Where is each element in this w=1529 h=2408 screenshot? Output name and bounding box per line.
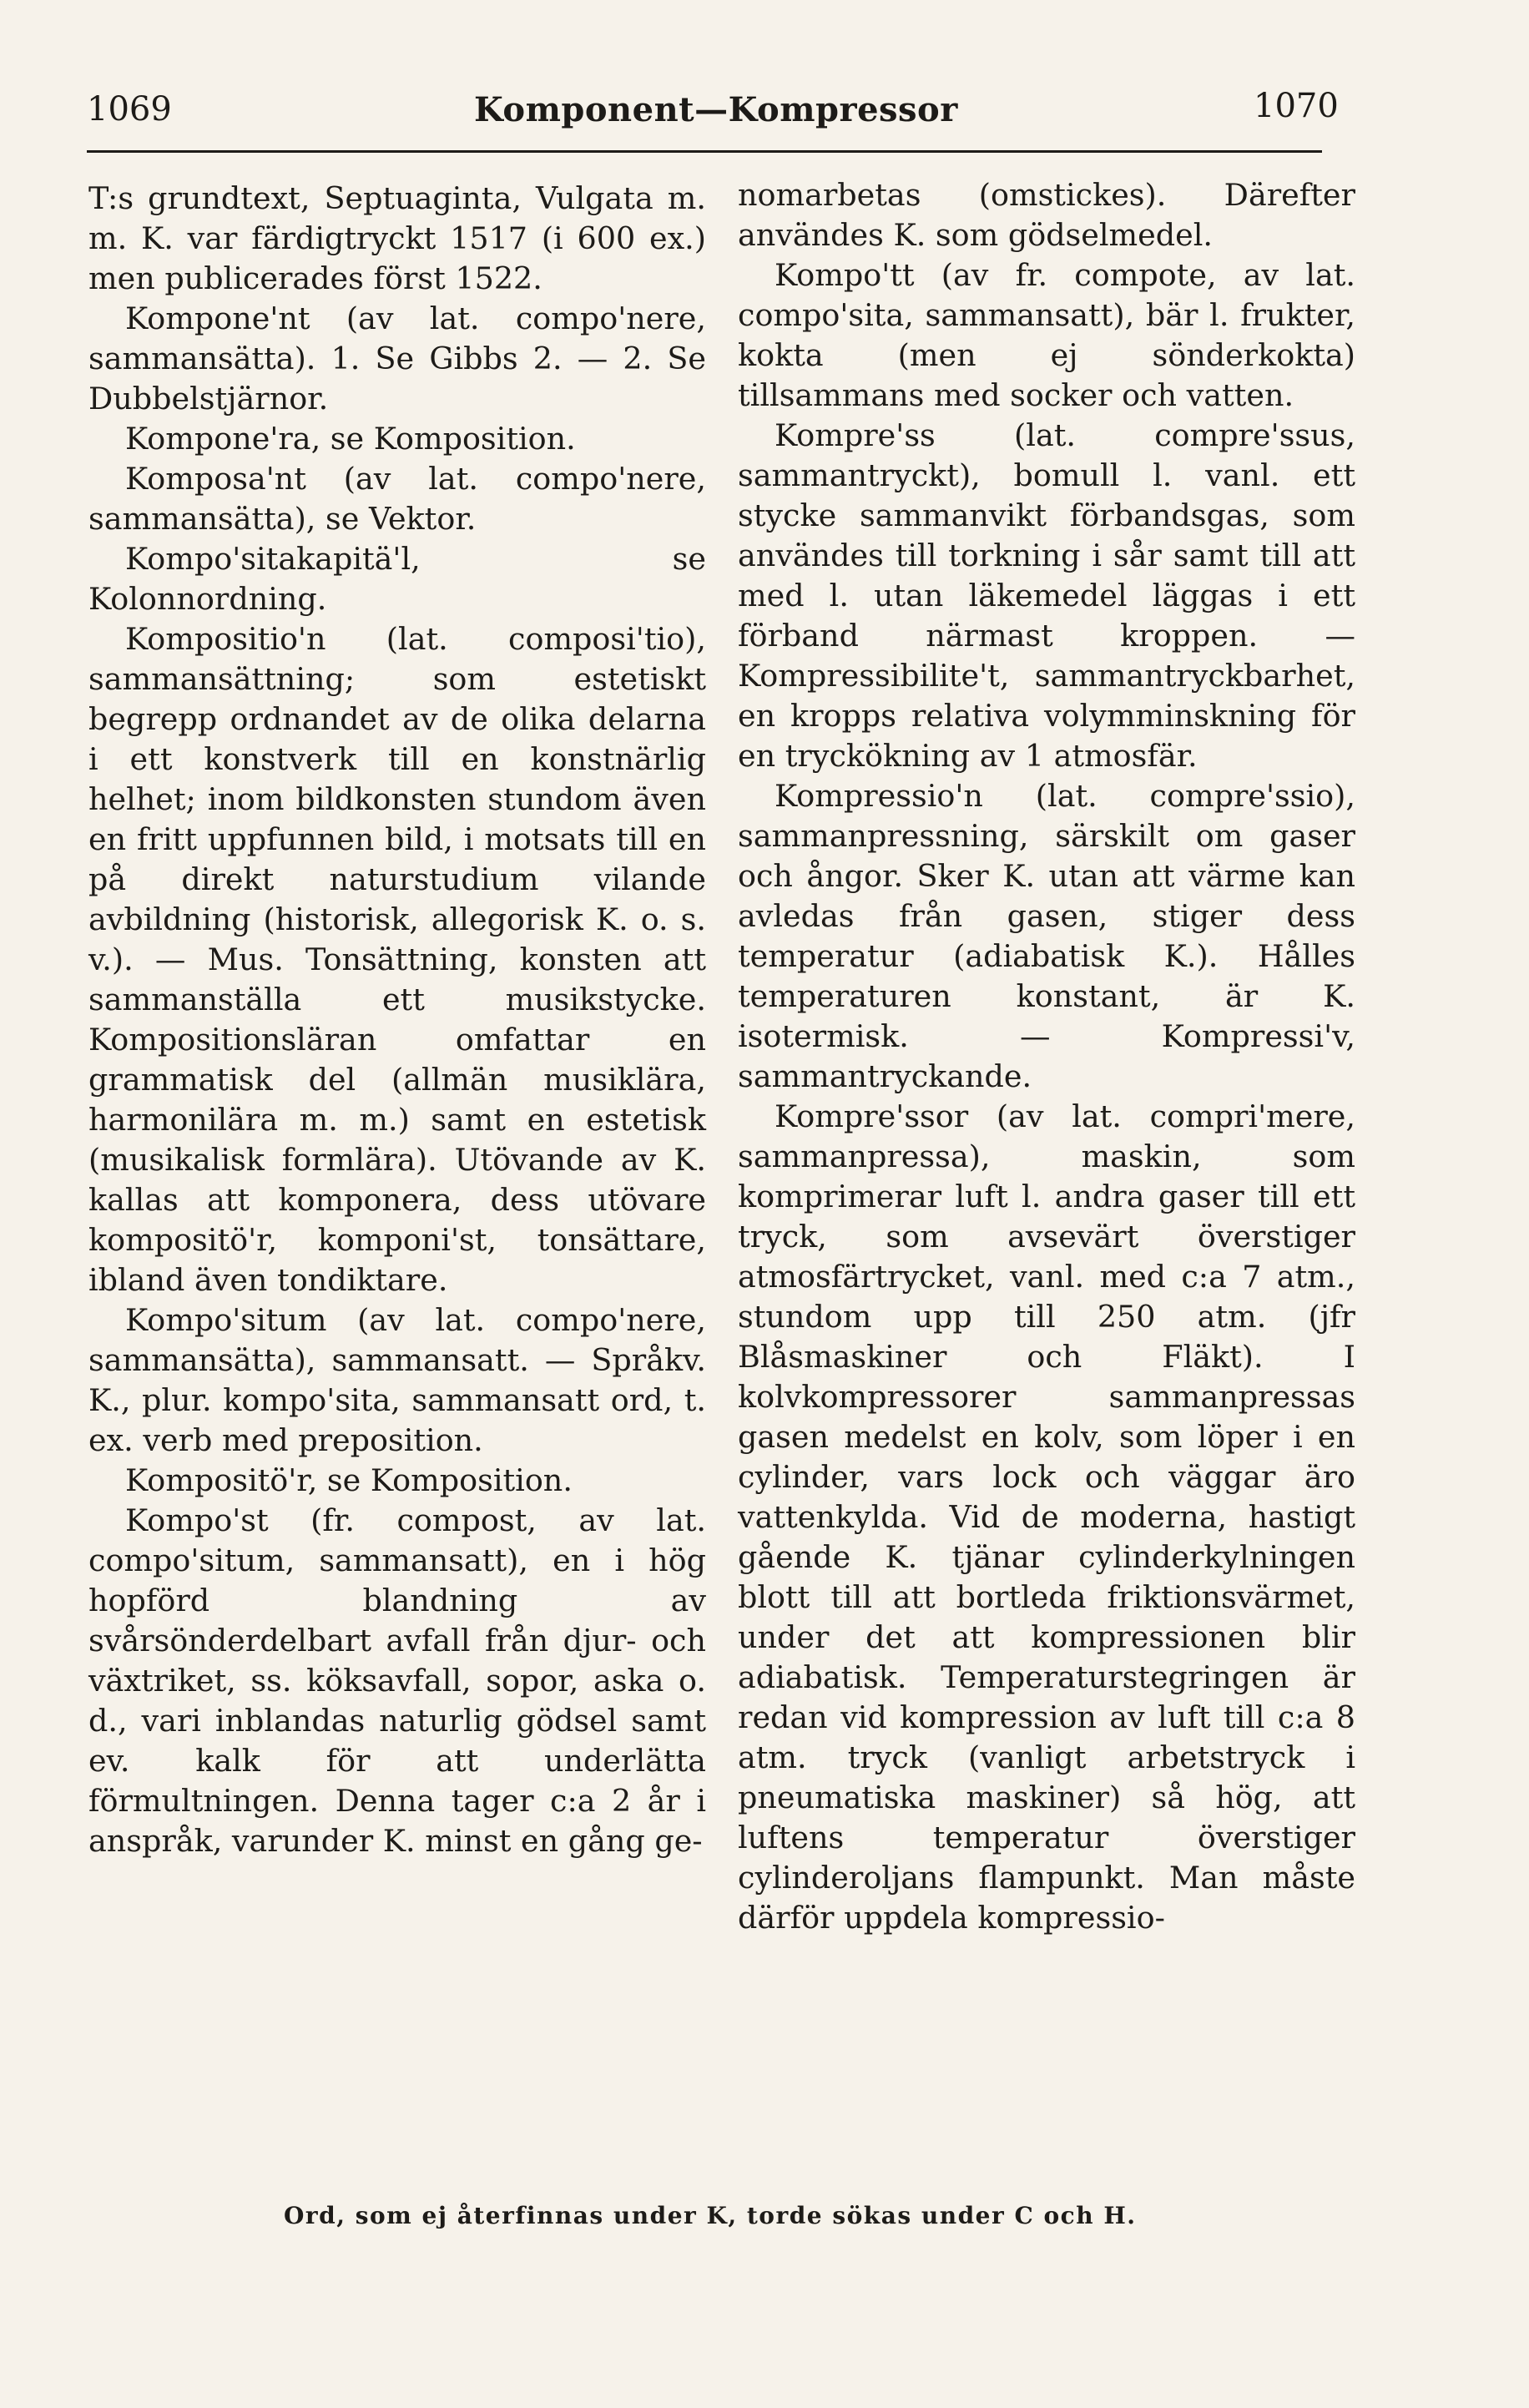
left-column [88, 179, 706, 1861]
entry-komponera: Kompone'ra, se Komposition. [125, 421, 576, 457]
entry-kompott: Kompo'tt (av fr. compote, av lat. compo'sita, sammansatt), bär l. frukter, kokta (men ej sönderkokta) tillsammans med socker och vatten. [738, 257, 1355, 413]
entry-kompression: Kompressio'n (lat. compre'ssio), sammanpressning, särskilt om gaser och ångor. Sker K. utan att värme kan avledas från gasen, stiger dess temperatur (adiabatisk K.). Hålles temperaturen konstant, är K. isotermisk. — Kompressi'v, sammantryckande. [738, 778, 1355, 1094]
entry-kompositakapital: Kompo'sitakapitä'l, se Kolonnordning. [88, 541, 706, 617]
entry-kompost: Kompo'st (fr. compost, av lat. compo'situm, sammansatt), en i hög hopförd blandning av svårsönderdelbart avfall från djur- och växtriket, ss. köksavfall, sopor, aska o. d., vari inblandas naturlig gödsel samt ev. kalk för att underlätta förmultningen. Denna tager c:a 2 år i anspråk, varunder K. minst en gång ge- [88, 1502, 706, 1859]
entry-continuation: T:s grundtext, Septuaginta, Vulgata m. m. K. var färdigtryckt 1517 (i 600 ex.) men publicerades först 1522. [88, 180, 706, 296]
entry-komponent: Kompone'nt (av lat. compo'nere, sammansätta). 1. Se Gibbs 2. — 2. Se Dubbelstjärnor. [88, 300, 706, 416]
entry-kompost-continuation: nomarbetas (omstickes). Därefter användes K. som gödselmedel. [738, 177, 1355, 253]
entry-komposition: Kompositio'n (lat. composi'tio), sammansättning; som estetiskt begrepp ordnandet av de olika delarna i ett konstverk till en konstnärlig helhet; inom bildkonsten stundom även en fritt uppfunnen bild, i motsats till en på direkt naturstudium vilande avbildning (historisk, allegorisk K. o. s. v.). — Mus. Tonsättning, konsten att sammanställa ett musikstycke. Kompositionsläran omfattar en grammatisk del (allmän musiklära, harmonilära m. m.) samt en estetisk (musikalisk formlära). Utövande av K. kallas att komponera, dess utövare kompositö'r, komponi'st, tonsättare, ibland även tondiktare. [88, 621, 706, 1298]
entry-kompositum: Kompo'situm (av lat. compo'nere, sammansätta), sammansatt. — Språkv. K., plur. kompo'sita, sammansatt ord, t. ex. verb med preposition. [88, 1302, 706, 1458]
running-head: Komponent—Kompressor [474, 90, 958, 129]
page-number-right: 1070 [1254, 87, 1339, 125]
page-number-left: 1069 [87, 90, 172, 129]
entry-kompressor: Kompre'ssor (av lat. compri'mere, sammanpressa), maskin, som komprimerar luft l. andra gaser till ett tryck, som avsevärt överstiger atmosfärtrycket, vanl. med c:a 7 atm., stundom upp till 250 atm. (jfr Blåsmaskiner och Fläkt). I kolvkompressorer sammanpressas gasen medelst en kolv, som löper i en cylinder, vars lock och väggar äro vattenkylda. Vid de moderna, hastigt gående K. tjänar cylinderkylningen blott till att bortleda friktionsvärmet, under det att kompressionen blir adiabatisk. Temperaturstegringen är redan vid kompression av luft till c:a 8 atm. tryck (vanligt arbetstryck i pneumatiska maskiner) så hög, att luftens temperatur överstiger cylinderoljans flampunkt. Man måste därför uppdela kompressio- [738, 1098, 1355, 1936]
entry-kompress: Kompre'ss (lat. compre'ssus, sammantryckt), bomull l. vanl. ett stycke sammanvikt förbandsgas, som användes till torkning i sår samt till att med l. utan läkemedel läggas i ett förband närmast kroppen. — Kompressibilite't, sammantryckbarhet, en kropps relativa volymminskning för en tryckökning av 1 atmosfär. [738, 417, 1355, 774]
footnote: Ord, som ej återfinnas under K, torde sökas under C och H. [284, 2202, 1137, 2229]
right-column [738, 175, 1355, 1938]
entry-komposant: Komposa'nt (av lat. compo'nere, sammansätta), se Vektor. [88, 461, 706, 537]
header-rule [87, 150, 1322, 153]
entry-kompositor: Kompositö'r, se Komposition. [125, 1462, 573, 1498]
